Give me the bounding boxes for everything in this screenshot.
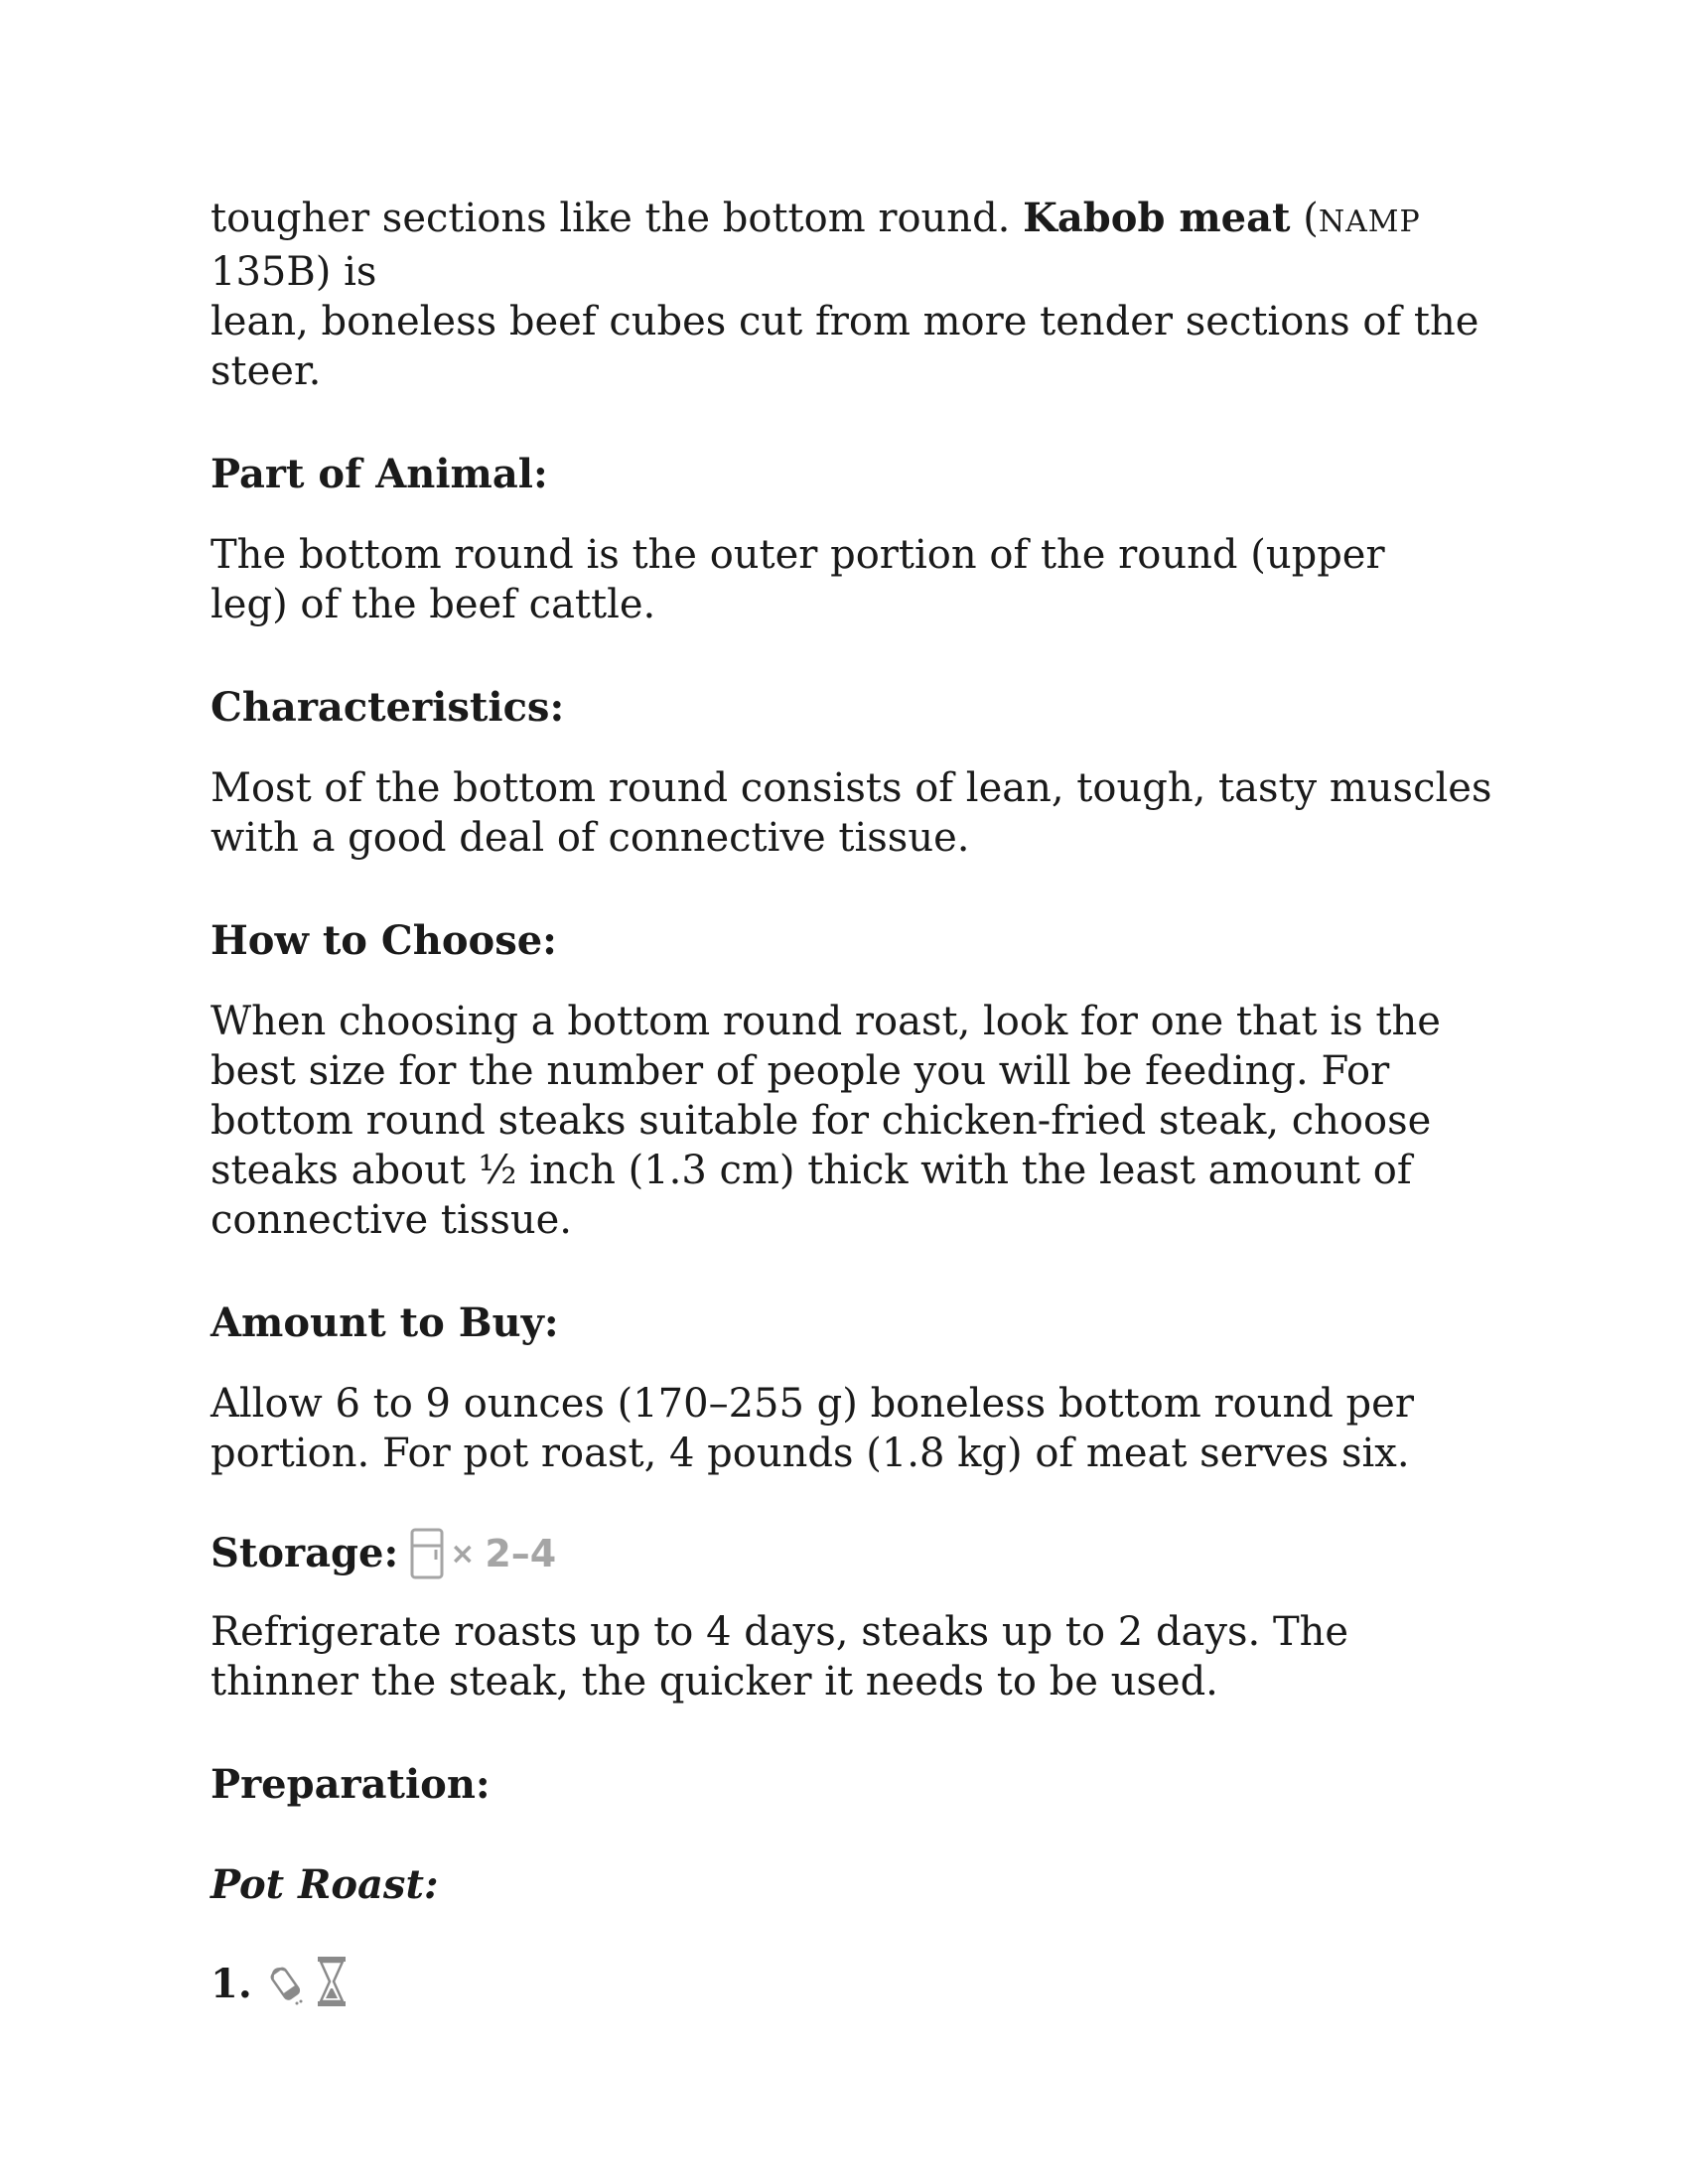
how-to-choose-heading: How to Choose: bbox=[211, 917, 557, 964]
salt-shaker-icon bbox=[264, 1955, 306, 2012]
intro-text-line2: lean, boneless beef cubes cut from more tender sections of the steer. bbox=[211, 299, 1479, 394]
part-of-animal-heading: Part of Animal: bbox=[211, 451, 548, 497]
hourglass-icon bbox=[316, 1955, 348, 2012]
part-of-animal-text: The bottom round is the outer portion of the round (upper leg) of the beef cattle. bbox=[211, 532, 1385, 627]
times-symbol: × bbox=[450, 1536, 476, 1571]
intro-text-code: 135B) is bbox=[211, 249, 377, 295]
storage-heading-row bbox=[211, 1526, 1501, 1581]
paren-open: ( bbox=[1290, 196, 1319, 241]
characteristics-text: Most of the bottom round consists of lean, tough, tasty muscles with a good deal of connective tissue. bbox=[211, 765, 1492, 861]
intro-paragraph bbox=[211, 194, 1501, 396]
namp-abbrev: NAMP bbox=[1318, 205, 1421, 239]
storage-heading: Storage: bbox=[211, 1530, 399, 1576]
step-1-row bbox=[211, 1954, 1501, 2013]
storage-text: Refrigerate roasts up to 4 days, steaks up to 2 days. The thinner the steak, the quicker it needs to be used. bbox=[211, 1609, 1349, 1705]
pot-roast-subheading: Pot Roast: bbox=[211, 1861, 439, 1908]
amount-to-buy-text: Allow 6 to 9 ounces (170–255 g) boneless bottom round per portion. For pot roast, 4 pounds (1.8 kg) of meat serves six. bbox=[211, 1381, 1414, 1476]
preparation-heading: Preparation: bbox=[211, 1761, 491, 1808]
document-page bbox=[211, 194, 1501, 2013]
characteristics-heading: Characteristics: bbox=[211, 684, 565, 731]
how-to-choose-text: When choosing a bottom round roast, look for one that is the best size for the number of people you will be feeding. For bottom round steaks suitable for chicken-fried steak, choose steaks about ½ inch (1.3 cm) thick with the least amount of connective tissue. bbox=[211, 999, 1441, 1243]
refrigerator-icon bbox=[410, 1528, 444, 1579]
storage-duration-indicator bbox=[410, 1528, 556, 1579]
step-number: 1. bbox=[211, 1960, 252, 2007]
storage-days-range: 2–4 bbox=[485, 1532, 557, 1575]
kabob-meat-term: Kabob meat bbox=[1023, 195, 1291, 241]
intro-text-start: tougher sections like the bottom round. bbox=[211, 196, 1024, 241]
amount-to-buy-heading: Amount to Buy: bbox=[211, 1299, 559, 1346]
